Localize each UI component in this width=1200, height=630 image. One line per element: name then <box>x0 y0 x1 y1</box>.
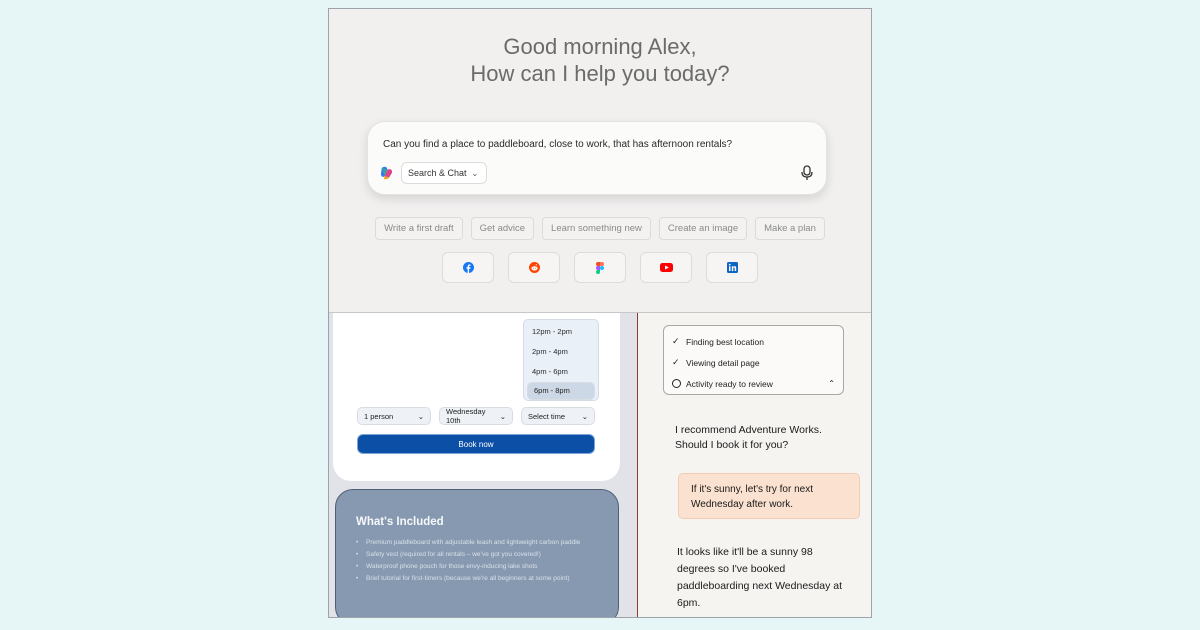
time-option-selected[interactable]: 6pm - 8pm <box>527 382 595 400</box>
task-label: Finding best location <box>686 336 764 347</box>
list-item: • Premium paddleboard with adjustable leash and lightweight carbon paddle <box>356 538 600 548</box>
progress-card <box>663 325 844 395</box>
screenshot-frame <box>328 8 872 618</box>
linkedin-button[interactable] <box>706 252 758 283</box>
assistant-message: I recommend Adventure Works. Should I book it for you? <box>675 424 822 451</box>
chat-input-text[interactable]: Can you find a place to paddleboard, close to work, that has afternoon rentals? <box>383 139 733 150</box>
booking-selects <box>357 407 595 425</box>
list-item: • Brief tutorial for first-timers (because we're all beginners at some point) <box>356 574 600 584</box>
copilot-home-panel <box>329 9 871 312</box>
greeting-line-2: How can I help you today? <box>470 61 730 86</box>
task-row-pending[interactable] <box>672 373 835 394</box>
chevron-down-icon: ⌄ <box>417 411 424 421</box>
time-option[interactable]: 4pm - 6pm <box>532 367 568 376</box>
date-value: Wednesday 10th <box>446 407 486 425</box>
chevron-up-icon[interactable]: ⌃ <box>828 379 835 388</box>
time-option[interactable]: 12pm - 2pm <box>532 327 573 336</box>
greeting-line-1: Good morning Alex, <box>503 34 697 59</box>
task-label: Viewing detail page <box>686 357 760 368</box>
microphone-icon[interactable] <box>800 165 814 181</box>
youtube-button[interactable] <box>640 252 692 283</box>
list-item: • Safety vest (required for all rentals – we’ve got you covered!) <box>356 550 600 560</box>
booking-panel <box>329 313 637 618</box>
date-select[interactable] <box>439 407 513 425</box>
facebook-icon <box>463 262 474 273</box>
time-select[interactable] <box>521 407 595 425</box>
copilot-logo-icon <box>379 165 394 180</box>
mode-dropdown-label: Search & Chat <box>408 168 467 178</box>
figma-icon <box>596 262 604 274</box>
chevron-down-icon: ⌄ <box>471 168 479 178</box>
time-placeholder: Select time <box>528 411 566 421</box>
mode-dropdown[interactable] <box>401 162 487 184</box>
whats-included-card <box>335 489 619 618</box>
check-icon: ✓ <box>672 357 680 367</box>
chevron-down-icon: ⌄ <box>581 411 588 421</box>
chip-make-plan[interactable]: Make a plan <box>755 217 825 240</box>
chip-create-image[interactable]: Create an image <box>659 217 747 240</box>
figma-button[interactable] <box>574 252 626 283</box>
task-row <box>672 352 835 373</box>
party-size-select[interactable] <box>357 407 431 425</box>
task-row <box>672 331 835 352</box>
reddit-button[interactable] <box>508 252 560 283</box>
circle-icon <box>672 379 681 388</box>
reddit-icon <box>529 262 540 273</box>
chip-write-first-draft[interactable]: Write a first draft <box>375 217 463 240</box>
youtube-icon <box>660 263 673 272</box>
app-shortcuts <box>329 252 871 283</box>
time-slot-dropdown[interactable] <box>523 319 599 401</box>
included-list <box>356 538 600 584</box>
check-icon: ✓ <box>672 336 680 346</box>
conversation-panel <box>638 313 871 618</box>
booking-card <box>333 313 620 481</box>
list-item: • Waterproof phone pouch for those envy-inducing lake shots <box>356 562 600 572</box>
chat-input-box[interactable] <box>367 121 827 195</box>
chip-learn-something-new[interactable]: Learn something new <box>542 217 651 240</box>
chip-get-advice[interactable]: Get advice <box>471 217 534 240</box>
book-now-button[interactable]: Book now <box>357 434 595 454</box>
assistant-message: It looks like it'll be a sunny 98 degrees so I've booked paddleboarding next Wednesday at 6pm. <box>677 546 843 609</box>
greeting <box>329 33 871 87</box>
user-message-bubble: If it's sunny, let's try for next Wednesday after work. <box>678 473 860 519</box>
suggestion-chips <box>329 217 871 240</box>
facebook-button[interactable] <box>442 252 494 283</box>
time-option[interactable]: 2pm - 4pm <box>532 347 568 356</box>
chevron-down-icon: ⌄ <box>499 411 506 421</box>
task-label: Activity ready to review <box>686 378 773 389</box>
whats-included-title: What's Included <box>356 516 444 528</box>
linkedin-icon <box>727 262 738 273</box>
party-size-value: 1 person <box>364 411 394 421</box>
